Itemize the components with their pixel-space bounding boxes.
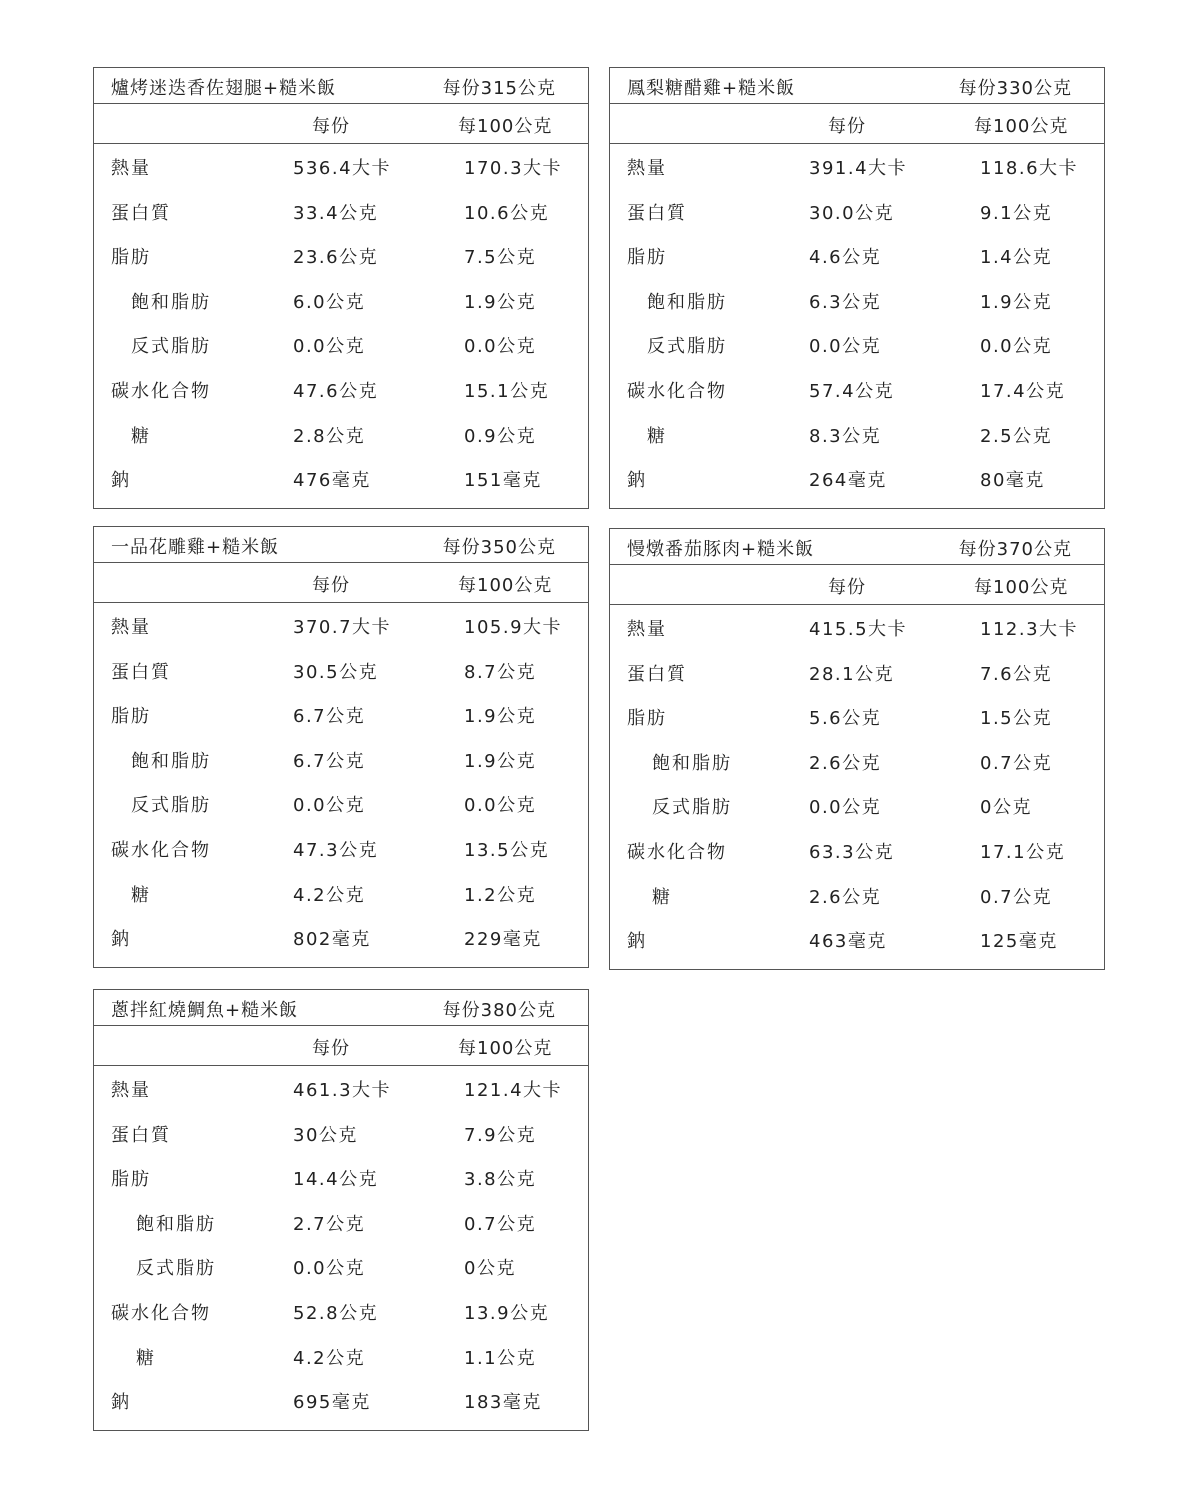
- value-per-100g: 0.7公克: [980, 752, 1053, 774]
- value-per-serving: 461.3大卡: [293, 1080, 392, 1101]
- column-header-per-100g: 每100公克: [458, 575, 553, 596]
- nutrient-row-protein: [610, 190, 1104, 235]
- column-header-per-serving: 每份: [312, 575, 350, 596]
- value-per-serving: 463毫克: [809, 931, 887, 953]
- nutrient-row-trans-fat: [610, 323, 1104, 368]
- value-per-100g: 229毫克: [464, 929, 542, 951]
- value-per-serving: 6.3公克: [809, 291, 882, 313]
- nutrient-row-trans-fat: [94, 1245, 588, 1290]
- column-header-per-serving: 每份: [312, 116, 350, 137]
- nutrient-row-calories: [94, 604, 588, 649]
- value-per-serving: 391.4大卡: [809, 158, 908, 179]
- nutrient-row-sodium: [610, 918, 1104, 963]
- panel-title: 一品花雕雞+糙米飯: [111, 537, 280, 558]
- value-per-serving: 2.8公克: [293, 425, 366, 447]
- nutrient-label: 蛋白質: [111, 202, 171, 224]
- value-per-100g: 1.9公克: [980, 291, 1053, 313]
- value-per-serving: 695毫克: [293, 1392, 371, 1414]
- nutrient-label: 熱量: [111, 1080, 151, 1101]
- value-per-serving: 0.0公克: [809, 336, 882, 358]
- value-per-100g: 118.6大卡: [980, 158, 1079, 179]
- nutrient-label: 糖: [131, 425, 151, 447]
- nutrient-row-trans-fat: [94, 323, 588, 368]
- nutrient-label: 碳水化合物: [627, 380, 727, 402]
- panel-title-row: [94, 68, 588, 104]
- value-per-serving: 2.7公克: [293, 1213, 366, 1235]
- nutrient-row-sodium: [94, 1379, 588, 1424]
- nutrient-row-saturated-fat: [94, 1201, 588, 1246]
- value-per-serving: 30.0公克: [809, 202, 895, 224]
- value-per-100g: 17.1公克: [980, 841, 1066, 863]
- nutrient-label: 糖: [647, 425, 667, 447]
- value-per-serving: 8.3公克: [809, 425, 882, 447]
- nutrient-label: 熱量: [111, 158, 151, 179]
- nutrient-row-protein: [94, 1112, 588, 1157]
- nutrient-row-sodium: [610, 457, 1104, 502]
- nutrition-panel-rosemary-chicken: [93, 67, 589, 509]
- nutrient-label: 脂肪: [627, 247, 667, 269]
- value-per-100g: 0.7公克: [464, 1213, 537, 1235]
- value-per-100g: 151毫克: [464, 470, 542, 492]
- nutrient-label: 飽和脂肪: [131, 750, 211, 772]
- value-per-serving: 33.4公克: [293, 202, 379, 224]
- nutrient-label: 蛋白質: [111, 1124, 171, 1146]
- nutrient-row-saturated-fat: [610, 740, 1104, 785]
- nutrient-label: 反式脂肪: [652, 797, 732, 819]
- nutrient-label: 飽和脂肪: [652, 752, 732, 774]
- value-per-100g: 13.9公克: [464, 1302, 550, 1324]
- value-per-100g: 0公克: [464, 1258, 516, 1280]
- nutrition-panel-tomato-pork: [609, 528, 1105, 970]
- value-per-serving: 5.6公克: [809, 708, 882, 730]
- nutrition-panel-huadiao-chicken: [93, 526, 589, 968]
- panel-title-row: [610, 529, 1104, 565]
- value-per-100g: 125毫克: [980, 931, 1058, 953]
- value-per-serving: 6.7公克: [293, 706, 366, 728]
- value-per-serving: 4.6公克: [809, 247, 882, 269]
- value-per-serving: 47.6公克: [293, 380, 379, 402]
- nutrient-row-calories: [610, 606, 1104, 651]
- value-per-serving: 6.0公克: [293, 291, 366, 313]
- column-header-row: [610, 104, 1104, 144]
- panel-title-row: [94, 990, 588, 1026]
- nutrient-label: 脂肪: [627, 708, 667, 730]
- nutrient-row-fat: [610, 695, 1104, 740]
- value-per-100g: 1.9公克: [464, 750, 537, 772]
- value-per-serving: 2.6公克: [809, 886, 882, 908]
- nutrient-row-carbohydrate: [610, 829, 1104, 874]
- nutrient-row-carbohydrate: [610, 368, 1104, 413]
- nutrient-row-sugar: [94, 872, 588, 917]
- value-per-100g: 7.9公克: [464, 1124, 537, 1146]
- value-per-100g: 0公克: [980, 797, 1032, 819]
- value-per-100g: 17.4公克: [980, 380, 1066, 402]
- nutrient-row-calories: [94, 145, 588, 190]
- nutrient-row-saturated-fat: [94, 279, 588, 324]
- value-per-100g: 9.1公克: [980, 202, 1053, 224]
- value-per-serving: 264毫克: [809, 470, 887, 492]
- serving-size: 每份350公克: [442, 537, 556, 558]
- column-header-per-100g: 每100公克: [974, 116, 1069, 137]
- value-per-100g: 3.8公克: [464, 1169, 537, 1191]
- nutrient-row-carbohydrate: [94, 1290, 588, 1335]
- value-per-100g: 2.5公克: [980, 425, 1053, 447]
- value-per-100g: 183毫克: [464, 1392, 542, 1414]
- value-per-serving: 476毫克: [293, 470, 371, 492]
- value-per-100g: 10.6公克: [464, 202, 550, 224]
- nutrition-panel-pineapple-chicken: [609, 67, 1105, 509]
- nutrient-label: 脂肪: [111, 706, 151, 728]
- value-per-serving: 0.0公克: [293, 795, 366, 817]
- nutrient-row-fat: [94, 693, 588, 738]
- nutrient-label: 熱量: [111, 617, 151, 638]
- value-per-100g: 105.9大卡: [464, 617, 563, 638]
- serving-size: 每份380公克: [442, 1000, 556, 1021]
- value-per-serving: 23.6公克: [293, 247, 379, 269]
- value-per-100g: 7.6公克: [980, 663, 1053, 685]
- column-header-row: [94, 104, 588, 144]
- nutrient-label: 鈉: [111, 929, 131, 951]
- value-per-serving: 0.0公克: [809, 797, 882, 819]
- value-per-serving: 52.8公克: [293, 1302, 379, 1324]
- column-header-per-100g: 每100公克: [974, 577, 1069, 598]
- value-per-serving: 63.3公克: [809, 841, 895, 863]
- nutrient-label: 碳水化合物: [111, 839, 211, 861]
- nutrient-label: 反式脂肪: [647, 336, 727, 358]
- value-per-serving: 370.7大卡: [293, 617, 392, 638]
- value-per-serving: 14.4公克: [293, 1169, 379, 1191]
- nutrient-row-trans-fat: [94, 782, 588, 827]
- nutrient-row-sugar: [610, 413, 1104, 458]
- value-per-serving: 6.7公克: [293, 750, 366, 772]
- nutrient-label: 反式脂肪: [136, 1258, 216, 1280]
- panel-title: 鳳梨糖醋雞+糙米飯: [627, 78, 796, 99]
- value-per-serving: 0.0公克: [293, 1258, 366, 1280]
- value-per-100g: 0.9公克: [464, 425, 537, 447]
- panel-title-row: [94, 527, 588, 563]
- column-header-per-serving: 每份: [828, 577, 866, 598]
- nutrient-label: 反式脂肪: [131, 336, 211, 358]
- value-per-serving: 47.3公克: [293, 839, 379, 861]
- value-per-100g: 7.5公克: [464, 247, 537, 269]
- nutrient-row-sodium: [94, 916, 588, 961]
- nutrient-label: 鈉: [627, 470, 647, 492]
- value-per-serving: 4.2公克: [293, 1347, 366, 1369]
- nutrient-row-sodium: [94, 457, 588, 502]
- nutrition-panel-snapper-fish: [93, 989, 589, 1431]
- nutrient-label: 飽和脂肪: [647, 291, 727, 313]
- value-per-100g: 1.1公克: [464, 1347, 537, 1369]
- value-per-100g: 8.7公克: [464, 661, 537, 683]
- serving-size: 每份315公克: [442, 78, 556, 99]
- nutrient-row-calories: [94, 1067, 588, 1112]
- nutrient-label: 糖: [652, 886, 672, 908]
- nutrient-label: 鈉: [111, 1392, 131, 1414]
- value-per-100g: 1.4公克: [980, 247, 1053, 269]
- nutrient-label: 蛋白質: [627, 202, 687, 224]
- value-per-100g: 0.0公克: [980, 336, 1053, 358]
- value-per-serving: 0.0公克: [293, 336, 366, 358]
- nutrient-label: 飽和脂肪: [131, 291, 211, 313]
- nutrient-label: 碳水化合物: [111, 1302, 211, 1324]
- nutrient-label: 鈉: [111, 470, 131, 492]
- column-header-per-100g: 每100公克: [458, 116, 553, 137]
- value-per-serving: 802毫克: [293, 929, 371, 951]
- value-per-serving: 536.4大卡: [293, 158, 392, 179]
- value-per-serving: 415.5大卡: [809, 619, 908, 640]
- column-header-row: [94, 563, 588, 603]
- column-header-per-serving: 每份: [312, 1038, 350, 1059]
- nutrient-row-sugar: [610, 874, 1104, 919]
- nutrient-row-carbohydrate: [94, 368, 588, 413]
- value-per-serving: 28.1公克: [809, 663, 895, 685]
- value-per-100g: 13.5公克: [464, 839, 550, 861]
- value-per-100g: 0.0公克: [464, 336, 537, 358]
- nutrient-row-sugar: [94, 1335, 588, 1380]
- value-per-100g: 170.3大卡: [464, 158, 563, 179]
- column-header-per-100g: 每100公克: [458, 1038, 553, 1059]
- panel-title: 慢燉番茄豚肉+糙米飯: [627, 539, 815, 560]
- nutrient-label: 鈉: [627, 931, 647, 953]
- column-header-row: [94, 1026, 588, 1066]
- nutrient-label: 碳水化合物: [627, 841, 727, 863]
- nutrient-row-fat: [610, 234, 1104, 279]
- nutrient-label: 熱量: [627, 619, 667, 640]
- nutrient-label: 脂肪: [111, 1169, 151, 1191]
- serving-size: 每份370公克: [958, 539, 1072, 560]
- nutrient-label: 飽和脂肪: [136, 1213, 216, 1235]
- nutrient-row-sugar: [94, 413, 588, 458]
- value-per-100g: 0.0公克: [464, 795, 537, 817]
- value-per-serving: 57.4公克: [809, 380, 895, 402]
- nutrient-row-calories: [610, 145, 1104, 190]
- value-per-100g: 1.2公克: [464, 884, 537, 906]
- nutrient-label: 熱量: [627, 158, 667, 179]
- nutrient-label: 碳水化合物: [111, 380, 211, 402]
- column-header-per-serving: 每份: [828, 116, 866, 137]
- value-per-serving: 2.6公克: [809, 752, 882, 774]
- nutrient-row-protein: [94, 190, 588, 235]
- value-per-100g: 121.4大卡: [464, 1080, 563, 1101]
- value-per-100g: 1.9公克: [464, 706, 537, 728]
- panel-title: 蔥拌紅燒鯛魚+糙米飯: [111, 1000, 299, 1021]
- nutrient-row-fat: [94, 234, 588, 279]
- value-per-100g: 0.7公克: [980, 886, 1053, 908]
- nutrient-row-protein: [610, 651, 1104, 696]
- value-per-100g: 112.3大卡: [980, 619, 1079, 640]
- nutrient-row-fat: [94, 1156, 588, 1201]
- value-per-100g: 15.1公克: [464, 380, 550, 402]
- nutrient-label: 蛋白質: [111, 661, 171, 683]
- value-per-100g: 1.5公克: [980, 708, 1053, 730]
- nutrient-label: 糖: [131, 884, 151, 906]
- value-per-100g: 80毫克: [980, 470, 1045, 492]
- nutrient-row-saturated-fat: [610, 279, 1104, 324]
- value-per-100g: 1.9公克: [464, 291, 537, 313]
- nutrient-row-trans-fat: [610, 784, 1104, 829]
- serving-size: 每份330公克: [958, 78, 1072, 99]
- value-per-serving: 4.2公克: [293, 884, 366, 906]
- nutrient-label: 蛋白質: [627, 663, 687, 685]
- column-header-row: [610, 565, 1104, 605]
- nutrient-row-saturated-fat: [94, 738, 588, 783]
- nutrient-label: 反式脂肪: [131, 795, 211, 817]
- nutrient-label: 糖: [136, 1347, 156, 1369]
- panel-title-row: [610, 68, 1104, 104]
- value-per-serving: 30公克: [293, 1124, 358, 1146]
- value-per-serving: 30.5公克: [293, 661, 379, 683]
- nutrient-row-carbohydrate: [94, 827, 588, 872]
- panel-title: 爐烤迷迭香佐翅腿+糙米飯: [111, 78, 337, 99]
- nutrient-label: 脂肪: [111, 247, 151, 269]
- nutrient-row-protein: [94, 649, 588, 694]
